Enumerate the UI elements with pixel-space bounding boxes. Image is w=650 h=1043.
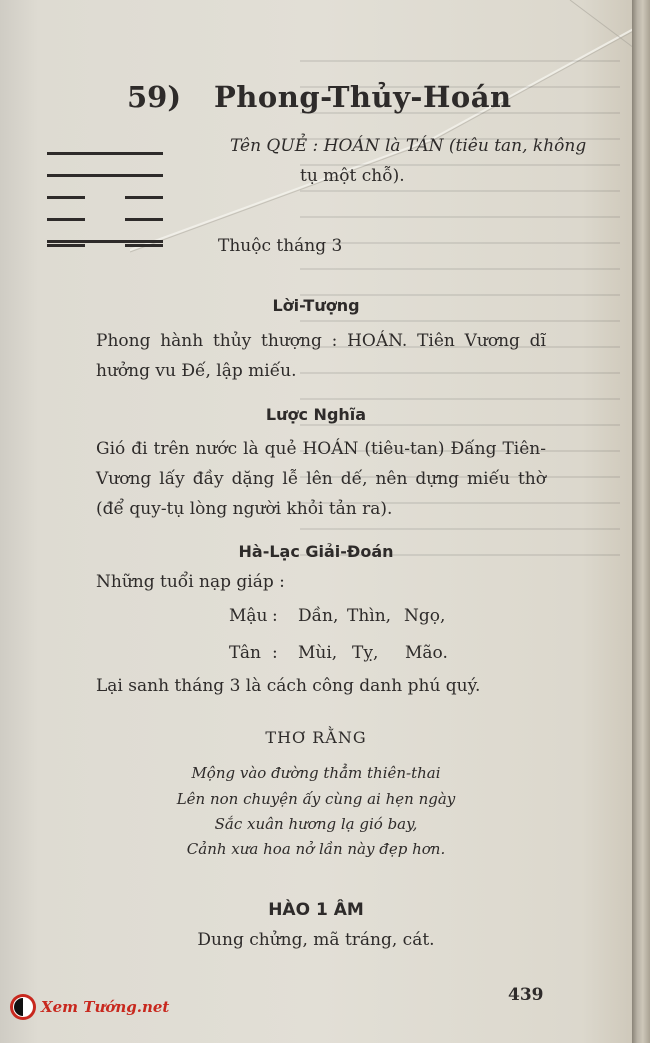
nap-giap-sep: : (272, 643, 278, 663)
nap-giap-sep: : (272, 606, 278, 626)
hao-1-text: Dung chửng, mã tráng, cát. (197, 930, 435, 950)
yang-line (47, 174, 163, 177)
hexagram-name-line-2: tụ một chỗ). (300, 166, 405, 186)
heading-ha-lac: Hà-Lạc Giải-Đoán (238, 542, 394, 561)
yin-line-left (47, 218, 85, 221)
yin-line-right (125, 196, 163, 199)
nap-giap-label-tan: Tân (229, 643, 261, 663)
nap-giap-label-mau: Mậu (229, 606, 268, 626)
nap-giap-intro: Những tuổi nạp giáp : (96, 572, 285, 592)
book-spine-edge (632, 0, 650, 1043)
poem-line: Cảnh xưa hoa nở lần này đẹp hơn. (186, 840, 446, 858)
heading-loi-tuong: Lời-Tượng (272, 296, 360, 315)
yin-line-left (47, 196, 85, 199)
yin-line-right (125, 218, 163, 221)
page-title: Phong-Thủy-Hoán (214, 80, 512, 114)
yin-line-left (47, 244, 85, 247)
nap-giap-item: Dần, (298, 606, 339, 626)
yang-line (47, 240, 163, 243)
poem-line: Sắc xuân hương lạ gió bay, (214, 815, 418, 833)
hexagram-number: 59) (127, 80, 182, 114)
nap-giap-item: Thìn, (347, 606, 392, 626)
heading-tho-rang: THƠ RẰNG (265, 728, 367, 747)
nap-giap-item: Mùi, (298, 643, 338, 663)
site-logo[interactable] (10, 992, 169, 1022)
cong-danh-note: Lại sanh tháng 3 là cách công danh phú quý. (96, 676, 481, 696)
heading-hao-1: HÀO 1 ÂM (268, 900, 364, 920)
site-brand: Xem Tướng.net (41, 998, 170, 1016)
hexagram-month: Thuộc tháng 3 (218, 236, 343, 256)
yin-yang-icon (10, 994, 36, 1020)
nap-giap-item: Ngọ, (404, 606, 446, 626)
nap-giap-item: Tỵ, (352, 643, 379, 663)
poem-line: Lên non chuyện ấy cùng ai hẹn ngày (176, 790, 456, 808)
yin-line-right (125, 244, 163, 247)
nap-giap-item: Mão. (405, 643, 448, 663)
heading-luoc-nghia: Lược Nghĩa (265, 405, 367, 424)
page-number: 439 (508, 985, 544, 1005)
poem-line: Mộng vào đường thẳm thiên-thai (191, 764, 441, 782)
luoc-nghia-text: Gió đi trên nước là quẻ HOÁN (tiêu-tan) Đấng Tiên-Vương lấy đầy dặng lễ lên dế, nên dựng miếu thờ (để quy-tụ lòng người khỏi tản ra). (96, 439, 546, 519)
hexagram-name-line-1: Tên QUẺ : HOÁN là TÁN (tiêu tan, không (230, 136, 587, 156)
yang-line (47, 152, 163, 155)
loi-tuong-text: Phong hành thủy thượng : HOÁN. Tiên Vương dĩ hưởng vu Đế, lập miếu. (96, 331, 546, 381)
